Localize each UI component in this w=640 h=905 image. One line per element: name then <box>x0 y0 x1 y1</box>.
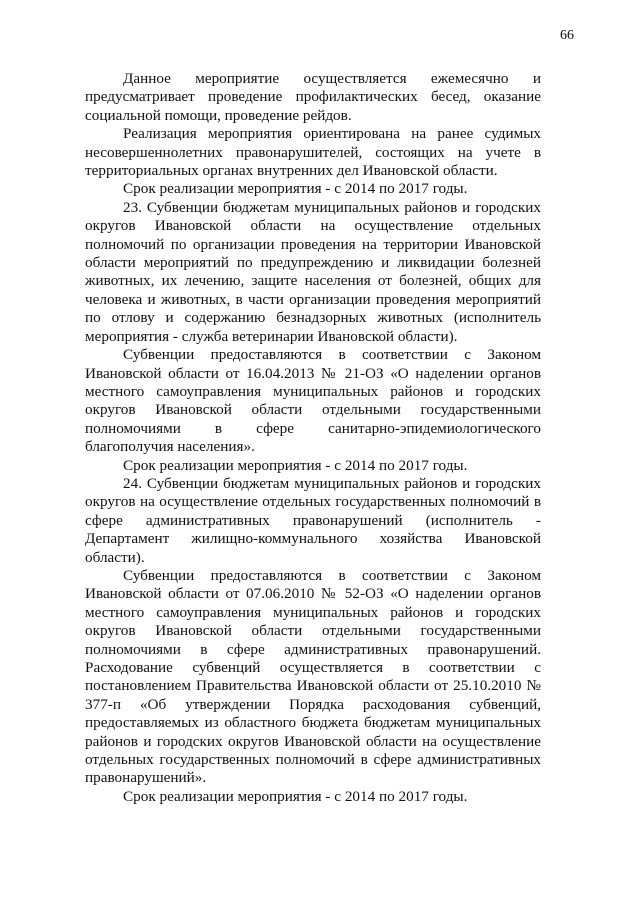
paragraph-9: Срок реализации мероприятия - с 2014 по 2017 годы. <box>123 787 468 805</box>
page-number: 66 <box>560 28 574 43</box>
paragraph-3: Срок реализации мероприятия - с 2014 по 2017 годы. <box>123 180 468 198</box>
paragraph-8: Субвенции предоставляются в соответствии с Законом Ивановской области от 07.06.2010 № 52-ОЗ «О наделении органов местного самоуправления муниципальных районов и городских округов Ивановской области отдельными государственными полномочиями в сфере административных правонарушений. Расходование субвенций осуществляется в соответствии с постановлением Правительства Ивановской области от 25.10.2010 № 377-п «Об утверждении Порядка расходования субвенций, предоставляемых из областного бюджета бюджетам муниципальных районов и городских округов Ивановской области на осуществление отдельных государственных полномочий в сфере административных правонарушений». <box>85 566 541 787</box>
document-body <box>85 70 541 806</box>
paragraph-7: 24. Субвенции бюджетам муниципальных районов и городских округов на осуществление отдельных государственных полномочий в сфере административных правонарушений (исполнитель - Департамент жилищно-коммунального хозяйства Ивановской области). <box>85 474 541 566</box>
paragraph-5: Субвенции предоставляются в соответствии с Законом Ивановской области от 16.04.2013 № 21-ОЗ «О наделении органов местного самоуправления муниципальных районов и городских округов Ивановской области отдельными государственными полномочиями в сфере санитарно-эпидемиологического благополучия населения». <box>85 346 541 456</box>
paragraph-4: 23. Субвенции бюджетам муниципальных районов и городских округов Ивановской области на осуществление отдельных полномочий по организации проведения на территории Ивановской области мероприятий по предупреждению и ликвидации болезней животных, их лечению, защите населения от болезней, общих для человека и животных, в части организации проведения мероприятий по отлову и содержанию безнадзорных животных (исполнитель мероприятия - служба ветеринарии Ивановской области). <box>85 198 541 345</box>
paragraph-2: Реализация мероприятия ориентирована на ранее судимых несовершеннолетних правонарушителей, состоящих на учете в территориальных органах внутренних дел Ивановской области. <box>85 125 541 180</box>
paragraph-1: Данное мероприятие осуществляется ежемесячно и предусматривает проведение профилактических бесед, оказание социальной помощи, проведение рейдов. <box>85 70 541 124</box>
paragraph-6: Срок реализации мероприятия - с 2014 по 2017 годы. <box>123 456 468 474</box>
